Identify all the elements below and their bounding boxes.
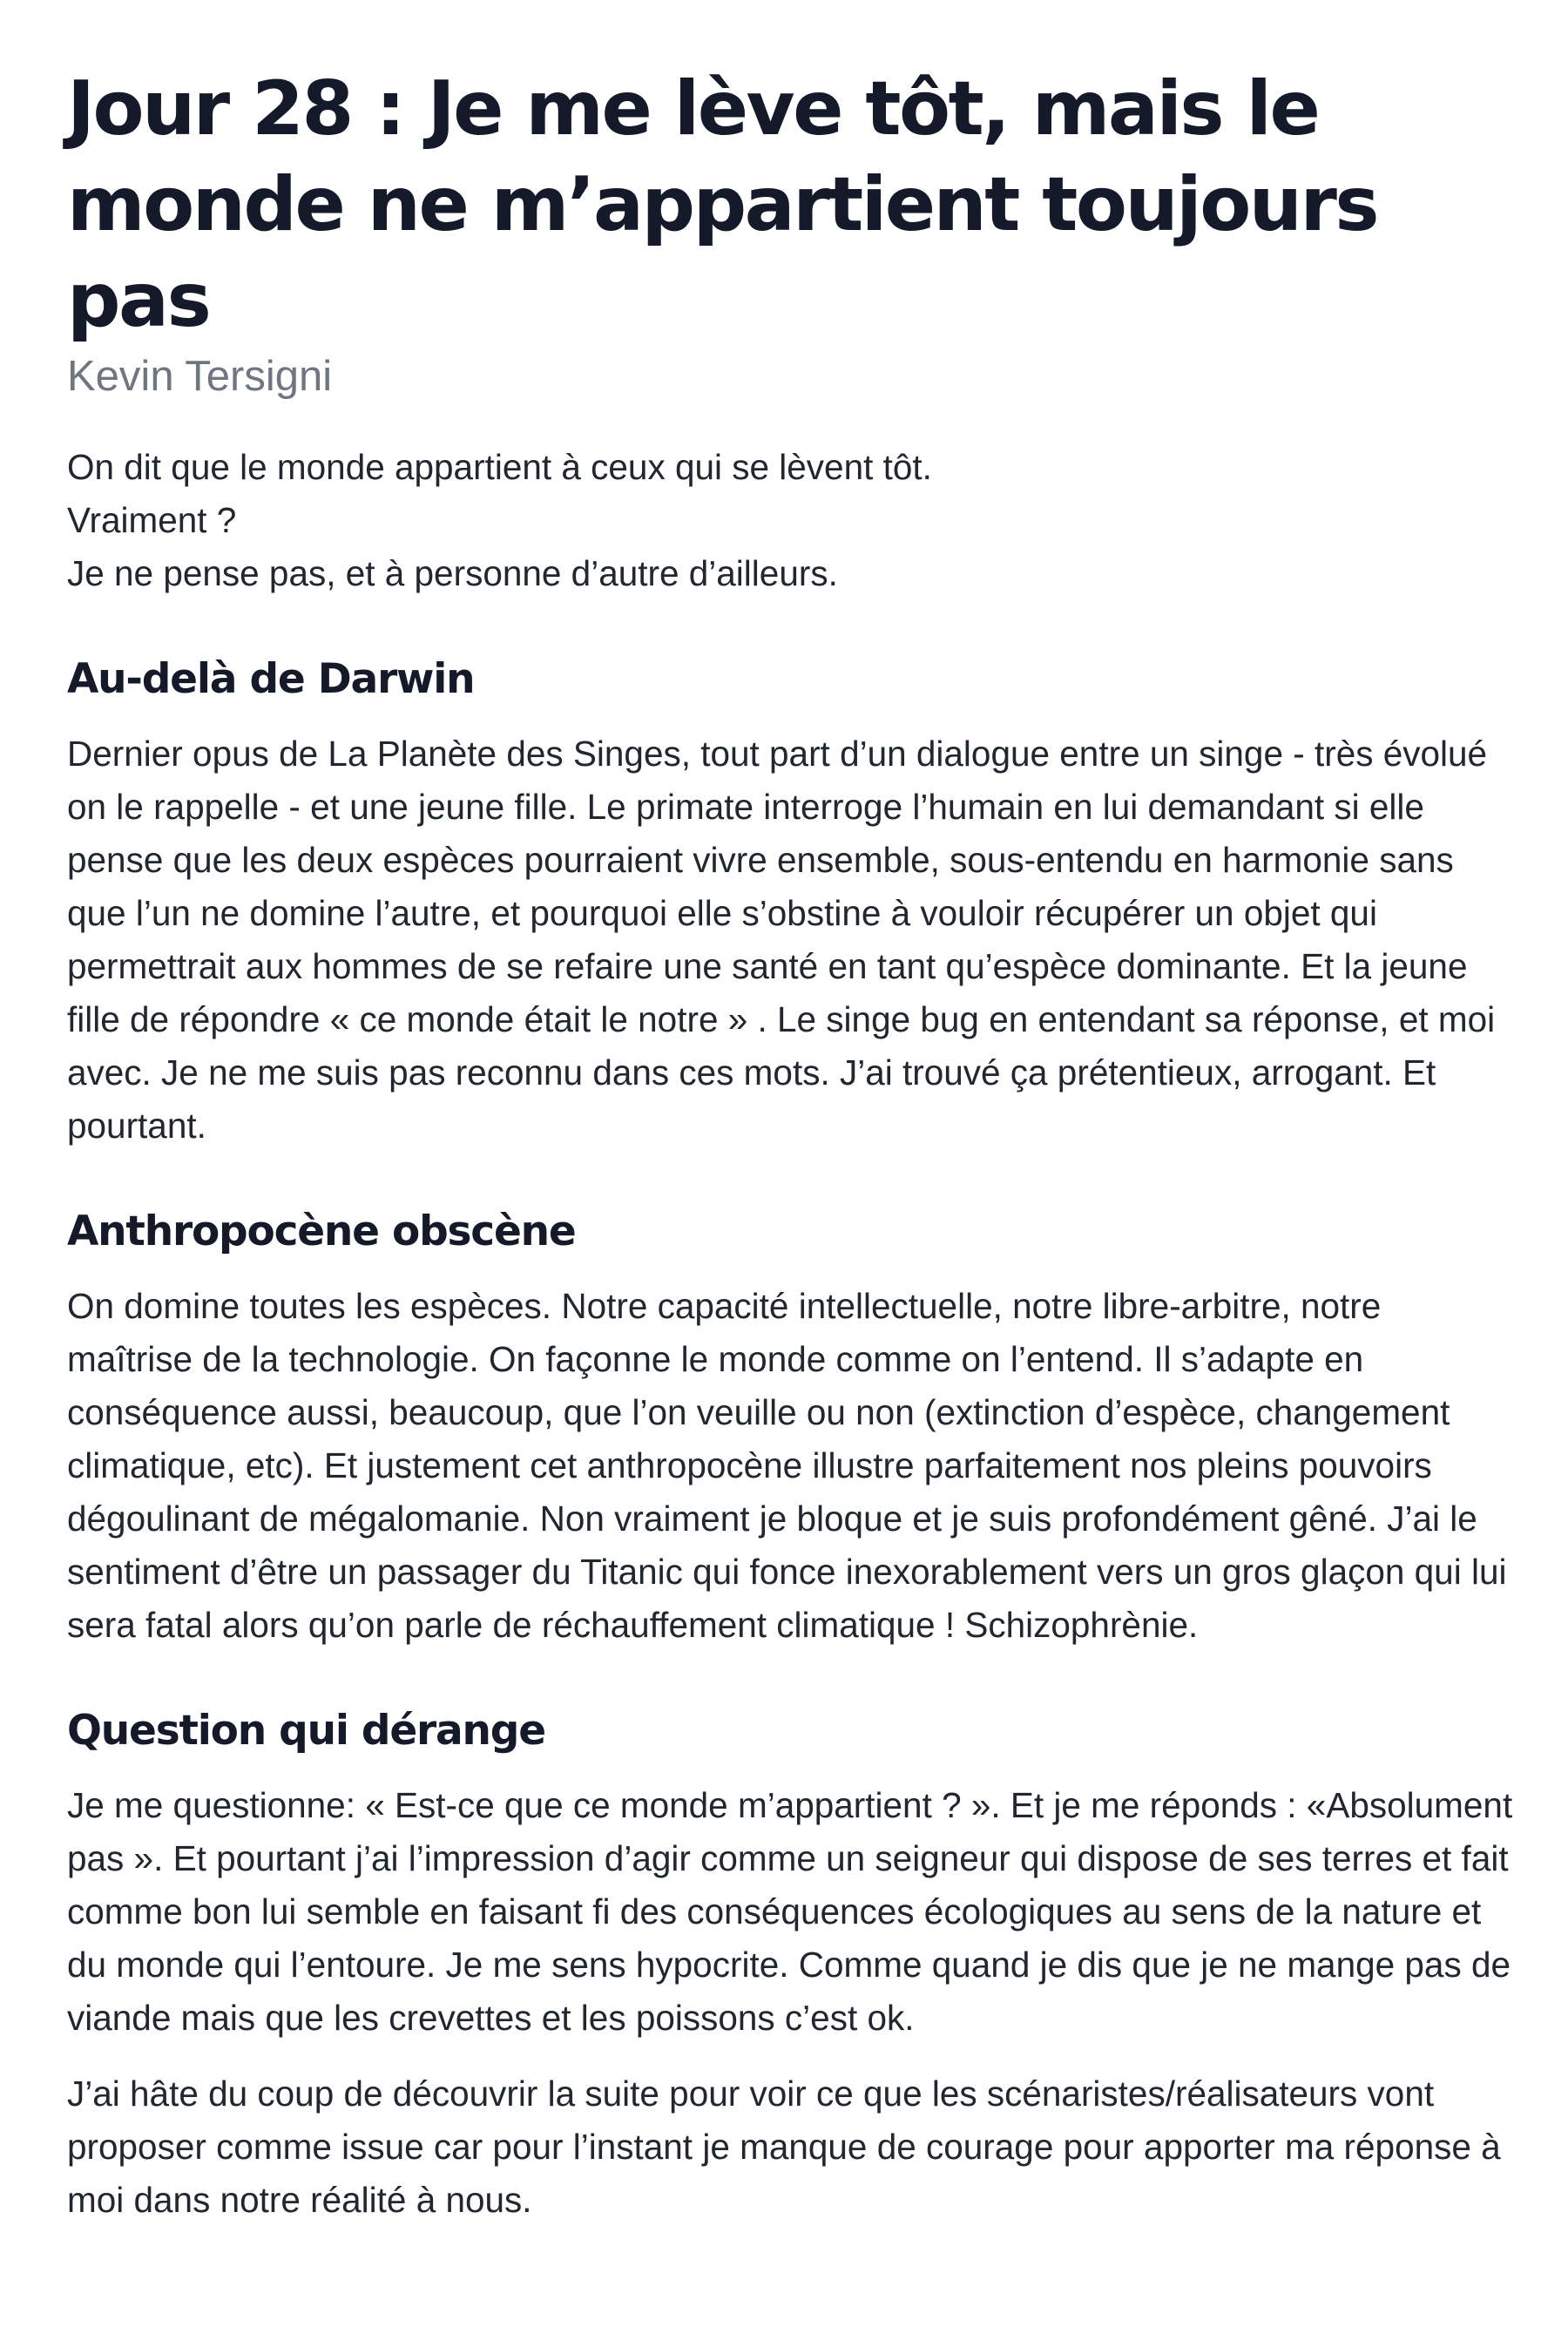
section-paragraph: On domine toutes les espèces. Notre capacité intellectuelle, notre libre-arbitre, notre maîtrise de la technologie. On façonne le monde comme on l’entend. Il s’adapte en conséquence aussi, beaucoup, que l’on veuille ou non (extinction d’espèce, changement climatique, etc). Et justement cet anthropocène illustre parfaitement nos pleins pouvoirs dégoulinant de mégalomanie. Non vraiment je bloque et je suis profondément gêné. J’ai le sentiment d’être un passager du Titanic qui fonce inexorablement vers un gros glaçon qui lui sera fatal alors qu’on parle de réchauffement climatique ! Schizophrènie. [67,1286,1507,1645]
section-anthropocene [67,1203,1513,1652]
section-heading: Question qui dérange [67,1707,545,1755]
article-title: Jour 28 : Je me lève tôt, mais le monde ne m’appartient toujours pas [67,65,1378,344]
section-paragraph: J’ai hâte du coup de découvrir la suite pour voir ce que les scénaristes/réalisateurs vont proposer comme issue car pour l’instant je manque de courage pour apporter ma réponse à moi dans notre réalité à nous. [67,2074,1501,2220]
intro-line: On dit que le monde appartient à ceux qui se lèvent tôt. [67,447,932,487]
article [67,61,1513,2227]
section-heading: Anthropocène obscène [67,1208,576,1255]
article-author: Kevin Tersigni [67,353,333,400]
section-darwin [67,651,1513,1153]
section-paragraph: Je me questionne: « Est-ce que ce monde m’appartient ? ». Et je me réponds : «Absolument pas ». Et pourtant j’ai l’impression d’agir comme un seigneur qui dispose de ses terres et fait comme bon lui semble en faisant fi des conséquences écologiques au sens de la nature et du monde qui l’entoure. Je me sens hypocrite. Comme quand je dis que je ne mange pas de viande mais que les crevettes et les poissons c’est ok. [67,1785,1513,2038]
section-paragraph: Dernier opus de La Planète des Singes, tout part d’un dialogue entre un singe - très évolué on le rappelle - et une jeune fille. Le primate interroge l’humain en lui demandant si elle pense que les deux espèces pourraient vivre ensemble, sous-entendu en harmonie sans que l’un ne domine l’autre, et pourquoi elle s’obstine à vouloir récupérer un objet qui permettrait aux hommes de se refaire une santé en tant qu’espèce dominante. Et la jeune fille de répondre « ce monde était le notre » . Le singe bug en entendant sa réponse, et moi avec. Je ne me suis pas reconnu dans ces mots. J’ai trouvé ça prétentieux, arrogant. Et pourtant. [67,734,1496,1146]
intro-paragraph [67,441,1513,600]
section-heading: Au-delà de Darwin [67,655,475,703]
intro-line: Je ne pense pas, et à personne d’autre d’ailleurs. [67,553,838,593]
section-question [67,1702,1513,2227]
intro-line: Vraiment ? [67,500,237,540]
